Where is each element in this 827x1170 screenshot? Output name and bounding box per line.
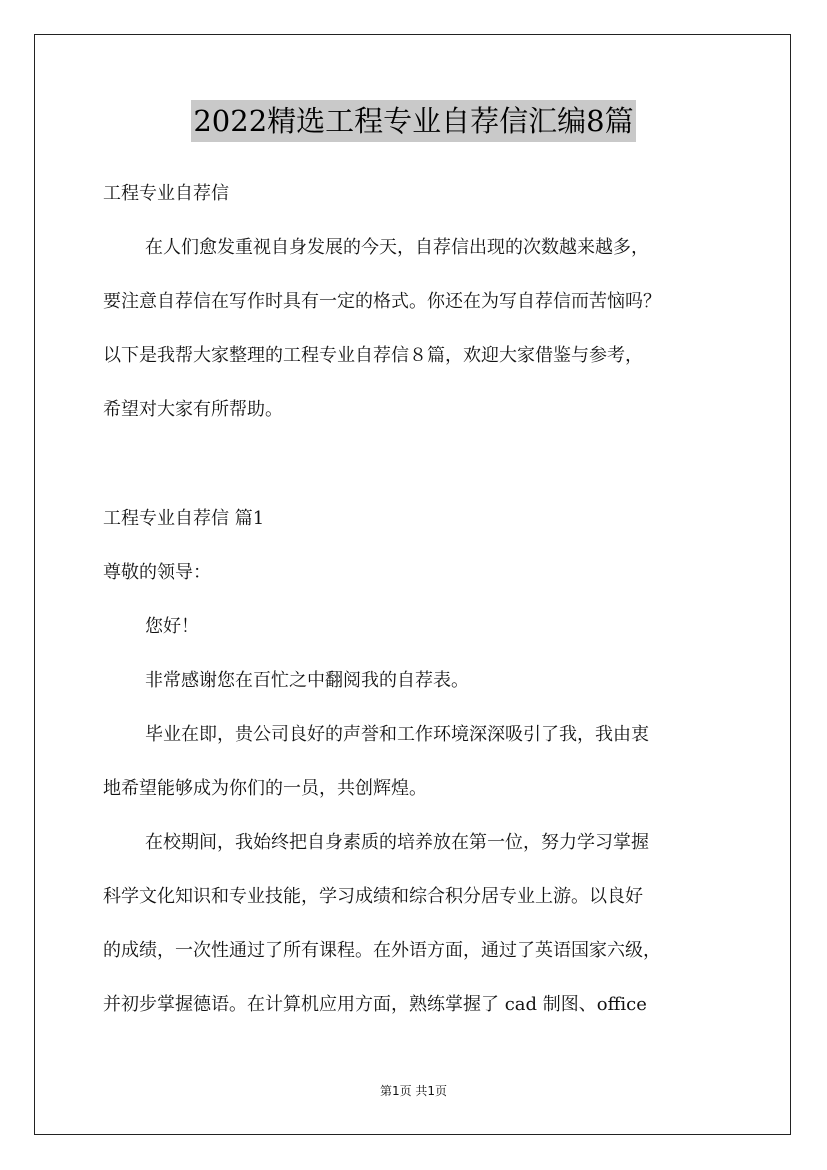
- body-line-5: 科学文化知识和专业技能，学习成绩和综合积分居专业上游。以良好: [103, 886, 643, 907]
- intro-line-4: 希望对大家有所帮助。: [103, 399, 283, 420]
- body-line-6: 的成绩，一次性通过了所有课程。在外语方面，通过了英语国家六级，: [103, 940, 661, 961]
- intro-line-3: 以下是我帮大家整理的工程专业自荐信８篇，欢迎大家借鉴与参考，: [103, 345, 643, 366]
- salutation: 尊敬的领导：: [103, 562, 211, 583]
- intro-line-1: 在人们愈发重视自身发展的今天，自荐信出现的次数越来越多，: [145, 237, 649, 258]
- body-line-7: 并初步掌握德语。在计算机应用方面，熟练掌握了 cad 制图、office: [103, 994, 647, 1015]
- document-title: [0, 100, 827, 142]
- intro-line-2: 要注意自荐信在写作时具有一定的格式。你还在为写自荐信而苦恼吗？: [103, 291, 661, 312]
- body-line-1: 非常感谢您在百忙之中翻阅我的自荐表。: [145, 670, 469, 691]
- section-heading: 工程专业自荐信: [103, 183, 229, 204]
- letter-heading: 工程专业自荐信 篇1: [103, 508, 265, 529]
- body-line-4: 在校期间，我始终把自身素质的培养放在第一位，努力学习掌握: [145, 832, 649, 853]
- body-line-2: 毕业在即，贵公司良好的声誉和工作环境深深吸引了我，我由衷: [145, 724, 649, 745]
- page-footer: 第1页 共1页: [379, 1084, 448, 1098]
- document-title-text: 2022精选工程专业自荐信汇编8篇: [191, 100, 635, 142]
- body-line-3: 地希望能够成为你们的一员，共创辉煌。: [103, 778, 427, 799]
- greeting: 您好！: [145, 616, 199, 637]
